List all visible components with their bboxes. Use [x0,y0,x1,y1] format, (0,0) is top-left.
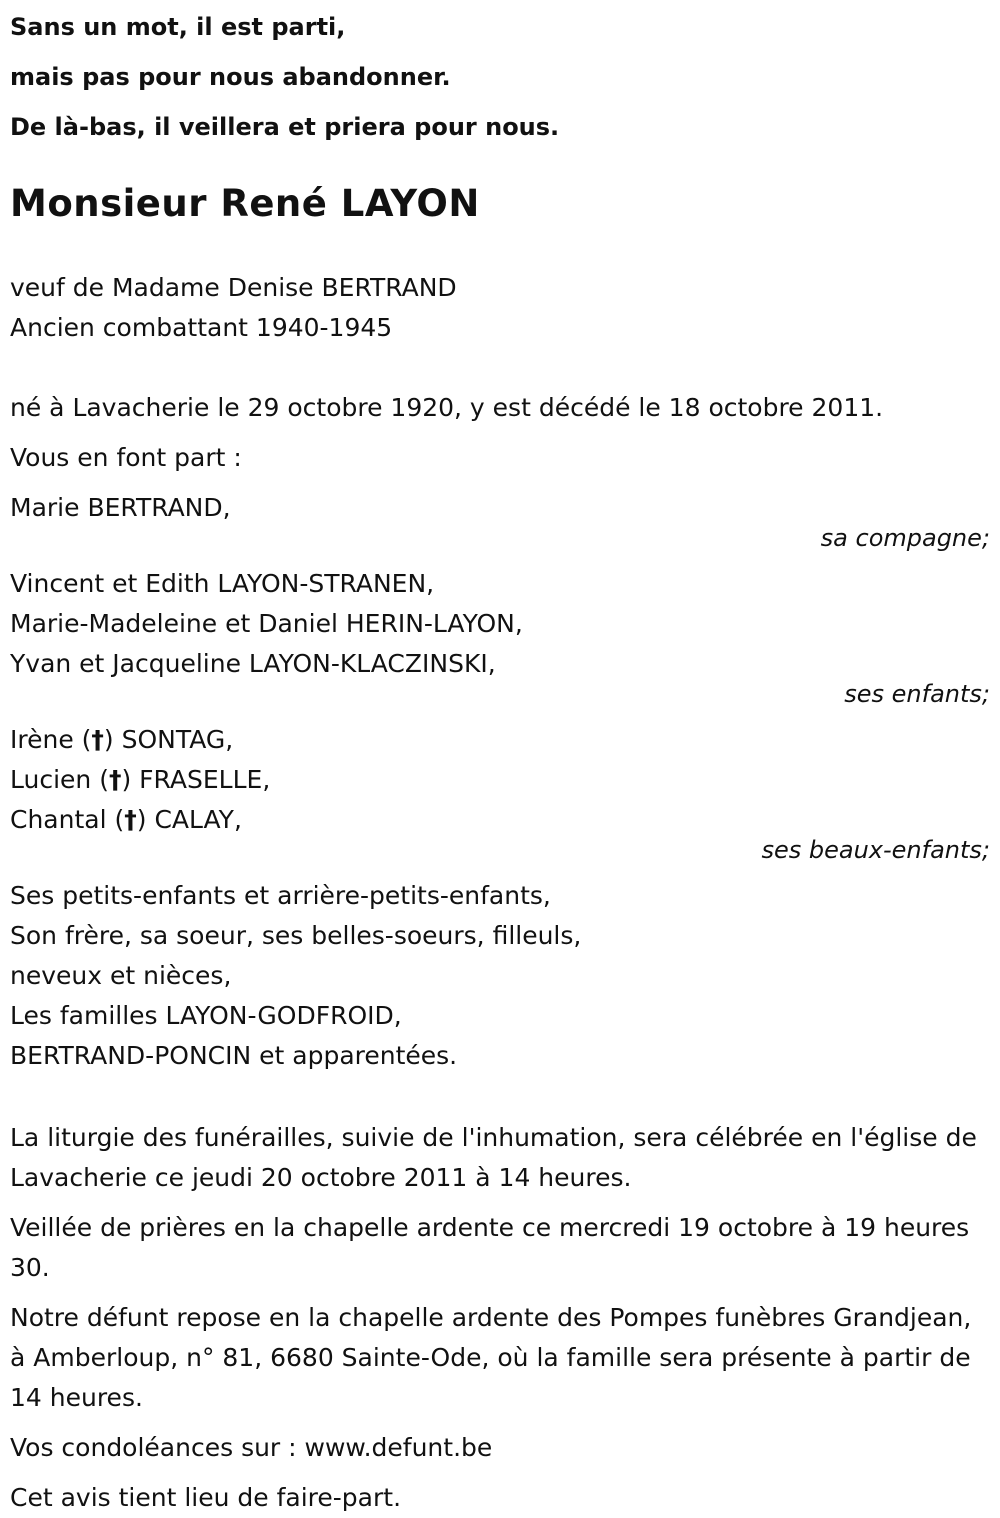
companion-group [10,488,990,528]
deceased-name: Monsieur René LAYON [10,182,480,225]
child-name: Marie-Madeleine et Daniel HERIN-LAYON, [10,609,523,638]
stepchildren-relation: ses beaux-enfants; [761,836,990,864]
cross-icon: † [91,725,104,754]
verse-line: mais pas pour nous abandonner. [10,63,451,91]
intro [10,268,990,348]
stepchild-name: Lucien (†) FRASELLE, [10,765,271,794]
announce: Vous en font part : [10,443,242,472]
funeral-vigil: Veillée de prières en la chapelle ardente ce mercredi 19 octobre à 19 heures 30. [10,1213,970,1282]
companion-name: Marie BERTRAND, [10,493,231,522]
intro-line: veuf de Madame Denise BERTRAND [10,273,457,302]
condolences: Vos condoléances sur : www.defunt.be [10,1433,493,1462]
child-name: Yvan et Jacqueline LAYON-KLACZINSKI, [10,649,496,678]
funeral-liturgy: La liturgie des funérailles, suivie de l'inhumation, sera célébrée en l'église de Lavacherie ce jeudi 20 octobre 2011 à 14 heures. [10,1123,977,1192]
family-line: neveux et nièces, [10,961,232,990]
family-line: BERTRAND-PONCIN et apparentées. [10,1041,458,1070]
family-line: Son frère, sa soeur, ses belles-soeurs, filleuls, [10,921,582,950]
intro-line: Ancien combattant 1940-1945 [10,313,393,342]
child-name: Vincent et Edith LAYON-STRANEN, [10,569,435,598]
companion-relation: sa compagne; [820,524,990,552]
children-relation: ses enfants; [844,680,990,708]
stepchild-name: Irène (†) SONTAG, [10,725,234,754]
stepchildren-group [10,720,990,840]
other-family [10,876,990,1076]
cross-icon: † [124,805,137,834]
verse [10,0,990,152]
birth-death: né à Lavacherie le 29 octobre 1920, y est décédé le 18 octobre 2011. [10,393,884,422]
stepchild-name: Chantal (†) CALAY, [10,805,242,834]
family-line: Ses petits-enfants et arrière-petits-enfants, [10,881,551,910]
funeral-rest: Notre défunt repose en la chapelle ardente des Pompes funèbres Grandjean, à Amberloup, n° 81, 6680 Sainte-Ode, où la famille sera présente à partir de 14 heures. [10,1303,972,1412]
cross-icon: † [108,765,122,794]
verse-line: De là-bas, il veillera et priera pour nous. [10,113,560,141]
notice: Cet avis tient lieu de faire-part. [10,1483,402,1512]
children-group [10,564,990,684]
family-line: Les familles LAYON-GODFROID, [10,1001,402,1030]
verse-line: Sans un mot, il est parti, [10,13,346,41]
